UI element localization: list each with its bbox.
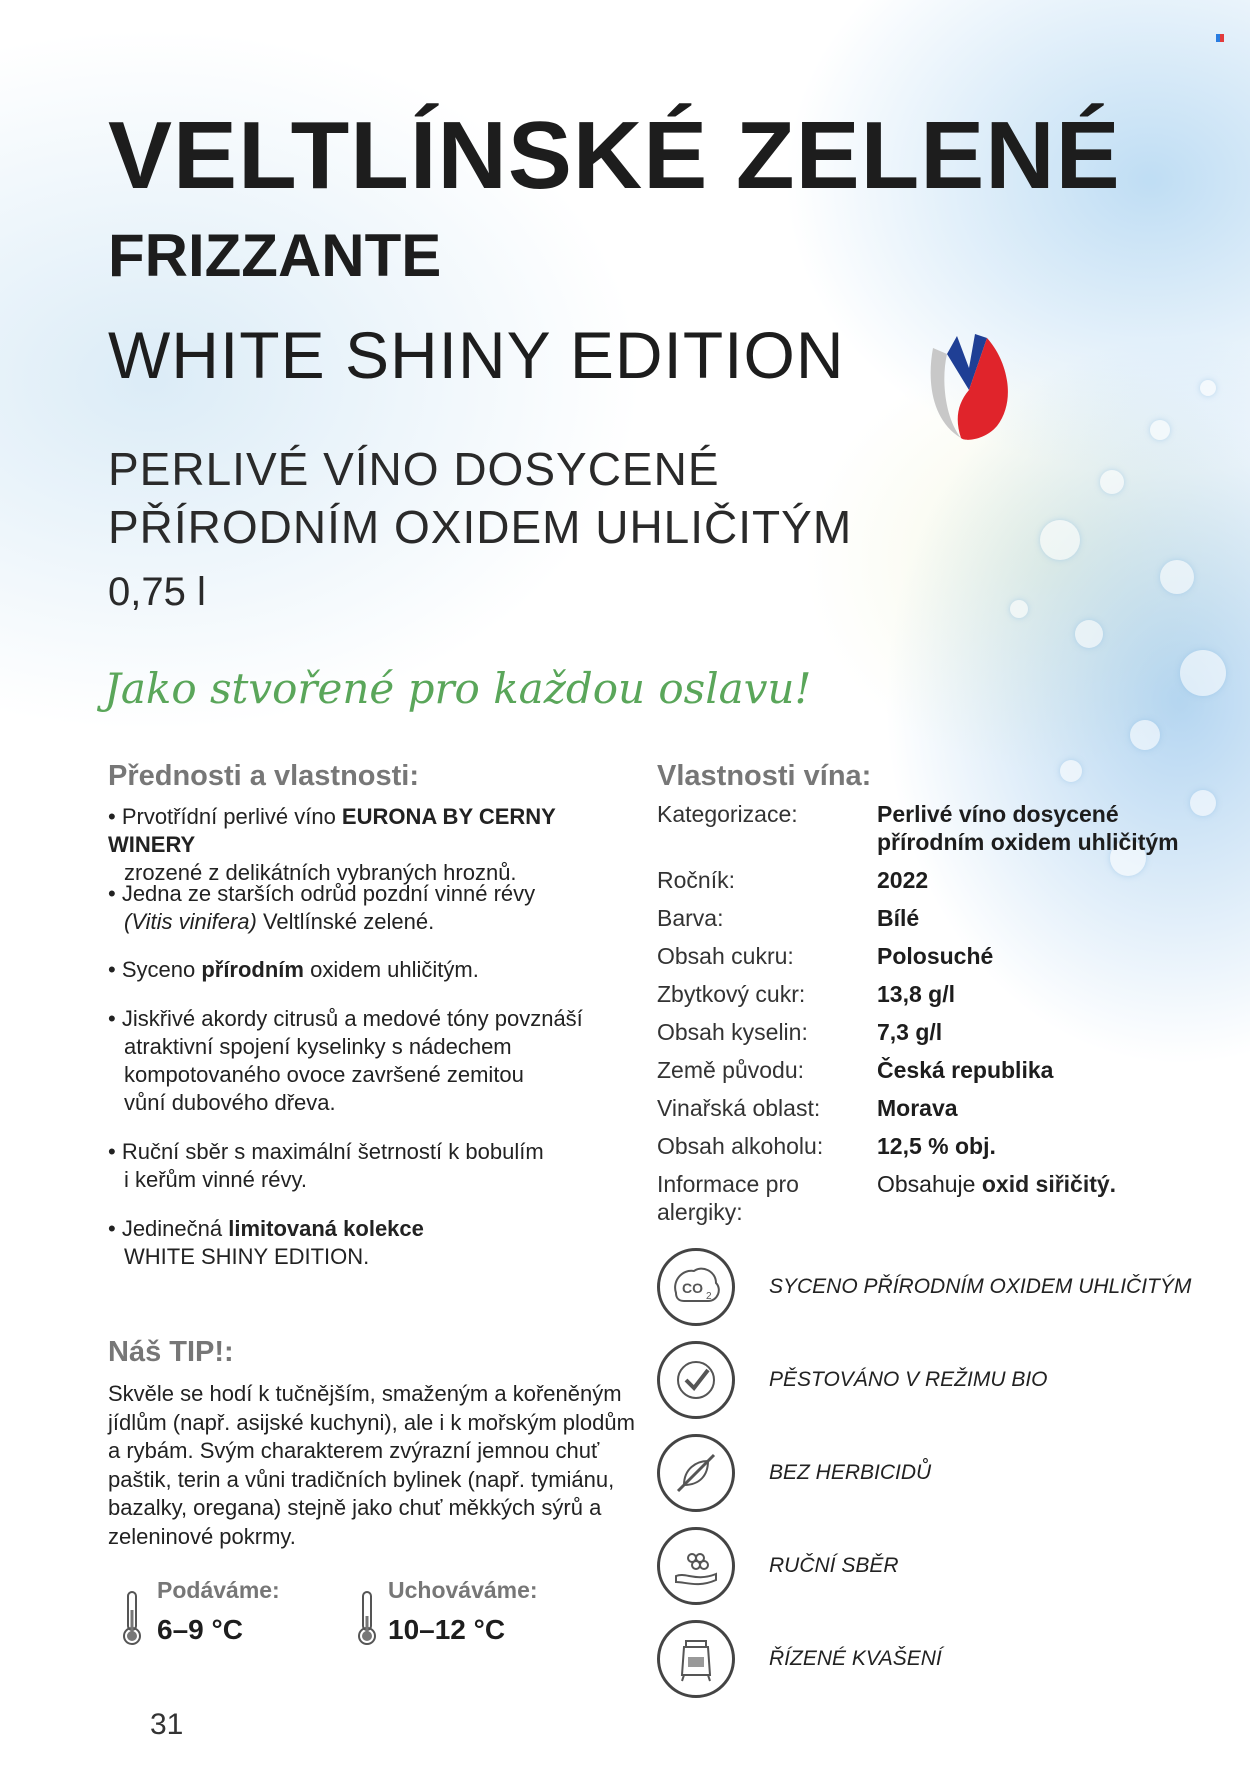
features-heading: Přednosti a vlastnosti: [108, 760, 420, 792]
feature-item: • Jedinečná limitovaná kolekce WHITE SHINY EDITION. [108, 1216, 424, 1269]
svg-text:CO: CO [682, 1280, 703, 1296]
feature-item: • Jedna ze starších odrůd pozdní vinné révy (Vitis vinifera) Veltlínské zelené. [108, 881, 536, 934]
property-row: Obsah cukru: Polosuché [657, 943, 994, 969]
feature-item: • Jiskřivé akordy citrusů a medové tóny povznáší atraktivní spojení kyselinky s nádechem kompotovaného ovoce završené zemitou vůní dubového dřeva. [108, 1006, 583, 1115]
czech-flag-tulip-logo [925, 330, 1015, 447]
property-row: Ročník: 2022 [657, 867, 929, 893]
feature-item: • Ruční sběr s maximální šetrností k bobulím i keřům vinné révy. [108, 1139, 544, 1192]
feature-icon-row: PĚSTOVÁNO V REŽIMU BIO [657, 1341, 1048, 1419]
property-row: Vinařská oblast: Morava [657, 1095, 958, 1121]
corner-mark [1216, 34, 1224, 42]
fermentation-tank-icon [657, 1620, 735, 1698]
product-subtitle: FRIZZANTE [108, 222, 442, 289]
feature-icon-row: RUČNÍ SBĚR [657, 1527, 899, 1605]
property-row: Země původu: Česká republika [657, 1057, 1054, 1083]
edition-title: WHITE SHINY EDITION [108, 318, 845, 392]
tip-text: Skvěle se hodí k tučnějším, smaženým a kořeněným jídlům (např. asijské kuchyni), ale i k mořským plodům a rybám. Svým charakterem zvýrazní jemnou chuť paštik, terin a vůni tradičních bylinek (např. tymiánu, bazalky, oregana) stejně jako chuť měkkých sýrů a zeleninové pokrmy. [108, 1381, 635, 1549]
property-row: Barva: Bílé [657, 905, 920, 931]
thermometer-icon [355, 1590, 379, 1651]
thermometer-icon [120, 1590, 144, 1651]
product-title: VELTLÍNSKÉ ZELENÉ [108, 102, 1121, 209]
serving-temperature: Podáváme: 6–9 °C [157, 1577, 280, 1645]
tip-heading: Náš TIP!: [108, 1336, 234, 1368]
property-row: Obsah alkoholu: 12,5 % obj. [657, 1133, 996, 1159]
feature-item: • Prvotřídní perlivé víno EURONA BY CERNY WINERY zrozené z delikátních vybraných hroznů. [108, 804, 556, 885]
property-row: Obsah kyselin: 7,3 g/l [657, 1019, 943, 1045]
product-description: PERLIVÉ VÍNO DOSYCENÉ PŘÍRODNÍM OXIDEM UHLIČITÝM [108, 443, 853, 553]
bio-check-icon [657, 1341, 735, 1419]
feature-icon-row: CO 2 SYCENO PŘÍRODNÍM OXIDEM UHLIČITÝM [657, 1248, 1191, 1326]
slogan: Jako stvořené pro každou oslavu! [104, 664, 812, 713]
co2-icon [657, 1248, 735, 1326]
svg-text:2: 2 [706, 1291, 712, 1302]
wine-properties-heading: Vlastnosti vína: [657, 760, 872, 792]
page-number: 31 [150, 1708, 184, 1741]
wine-properties-table [657, 800, 1217, 1236]
storage-temperature: Uchováváme: 10–12 °C [388, 1577, 538, 1645]
volume: 0,75 l [108, 570, 206, 614]
feature-item: • Syceno přírodním oxidem uhličitým. [108, 957, 479, 982]
property-row: Zbytkový cukr: 13,8 g/l [657, 981, 955, 1007]
property-row: Informace pro alergiky: Obsahuje oxid siřičitý. [657, 1171, 1117, 1225]
hand-harvest-icon [657, 1527, 735, 1605]
property-row: Kategorizace: Perlivé víno dosycené přírodním oxidem uhličitým [657, 801, 1179, 855]
feature-icon-row: ŘÍZENÉ KVAŠENÍ [657, 1620, 942, 1698]
no-herbicide-icon [657, 1434, 735, 1512]
feature-icon-row: BEZ HERBICIDŮ [657, 1434, 931, 1512]
